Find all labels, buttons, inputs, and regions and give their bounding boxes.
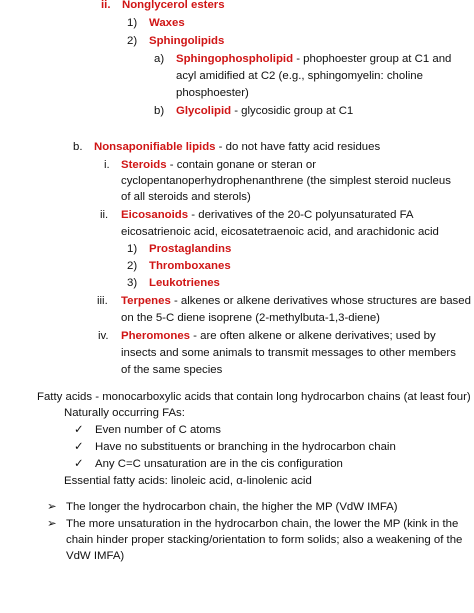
definition-text: insects and some animals to transmit messages to other members — [121, 347, 456, 359]
arrow-point-text: The longer the hydrocarbon chain, the higher the MP (VdW IMFA) — [66, 501, 398, 513]
heading-nonglycerol-esters: Nonglycerol esters — [122, 0, 225, 11]
term-terpenes: Terpenes — [121, 295, 171, 307]
definition-text: - contain gonane or steran or — [166, 159, 317, 171]
definition-text: - phophoester group at C1 and — [293, 53, 452, 65]
outline-marker: 3) — [127, 277, 138, 289]
term-pheromones: Pheromones — [121, 330, 190, 342]
definition-text: eicosatrienoic acid, eicosatetraenoic acid, and arachidonic acid — [121, 226, 439, 238]
definition-text: - do not have fatty acid residues — [215, 141, 381, 153]
outline-marker: i. — [104, 159, 110, 171]
heading-nonsaponifiable-lipids — [94, 140, 380, 155]
definition-text: on the 5-C diene isoprene (2-methylbuta-1,3-diene) — [121, 312, 380, 324]
definition-sphingophospholipid — [176, 52, 451, 67]
arrow-point-text: VdW IMFA) — [66, 550, 125, 562]
outline-marker: a) — [154, 53, 165, 65]
term-glycolipid: Glycolipid — [176, 105, 232, 117]
outline-marker: 2) — [127, 260, 138, 272]
checkmark-icon: ✓ — [74, 441, 84, 453]
term-nonsaponifiable-lipids: Nonsaponifiable lipids — [94, 141, 216, 153]
definition-steroids — [121, 158, 316, 173]
arrow-bullet-icon: ➢ — [47, 518, 57, 530]
outline-marker: b) — [154, 105, 165, 117]
outline-marker: b. — [73, 141, 83, 153]
definition-text: - are often alkene or alkene derivatives; used by — [190, 330, 436, 342]
outline-marker: ii. — [100, 209, 109, 221]
arrow-point-text: chain hinder proper stacking/orientation to form solids; also a weakening of the — [66, 534, 463, 546]
definition-text: acyl amidified at C2 (e.g., sphingomyelin: choline — [176, 70, 423, 82]
term-thromboxanes: Thromboxanes — [149, 260, 231, 272]
checkmark-icon: ✓ — [74, 424, 84, 436]
term-prostaglandins: Prostaglandins — [149, 243, 232, 255]
outline-marker: iv. — [98, 330, 109, 342]
definition-text: of all steroids and sterols) — [121, 191, 251, 203]
definition-text: phosphoester) — [176, 87, 249, 99]
term-sphingophospholipid: Sphingophospholipid — [176, 53, 294, 65]
term-sphingolipids: Sphingolipids — [149, 35, 225, 47]
definition-text: - alkenes or alkene derivatives whose structures are based — [170, 295, 471, 307]
definition-pheromones — [121, 329, 436, 344]
term-steroids: Steroids — [121, 159, 167, 171]
checkmark-icon: ✓ — [74, 458, 84, 470]
outline-marker: 1) — [127, 243, 138, 255]
definition-glycolipid — [176, 104, 353, 119]
essential-fatty-acids: Essential fatty acids: linoleic acid, α-linolenic acid — [64, 475, 312, 487]
definition-terpenes — [121, 294, 471, 309]
term-waxes: Waxes — [149, 17, 185, 29]
definition-text: cyclopentanoperhydrophenanthrene (the simplest steroid nucleus — [121, 175, 451, 187]
term-leukotrienes: Leukotrienes — [149, 277, 220, 289]
checklist-item: Any C=C unsaturation are in the cis configuration — [95, 458, 343, 470]
naturally-occurring-heading: Naturally occurring FAs: — [64, 407, 185, 419]
checklist-item: Have no substituents or branching in the hydrocarbon chain — [95, 441, 396, 453]
term-eicosanoids: Eicosanoids — [121, 209, 189, 221]
outline-marker: iii. — [97, 295, 108, 307]
checklist-item: Even number of C atoms — [95, 424, 221, 436]
definition-eicosanoids — [121, 208, 414, 223]
outline-marker: 2) — [127, 35, 138, 47]
fatty-acids-definition: Fatty acids - monocarboxylic acids that contain long hydrocarbon chains (at least four) — [37, 391, 471, 403]
arrow-point-text: The more unsaturation in the hydrocarbon chain, the lower the MP (kink in the — [66, 518, 459, 530]
outline-marker: 1) — [127, 17, 138, 29]
arrow-bullet-icon: ➢ — [47, 501, 57, 513]
definition-text: - glycosidic group at C1 — [231, 105, 354, 117]
definition-text: of the same species — [121, 364, 223, 376]
outline-marker: ii. — [101, 0, 111, 11]
definition-text: - derivatives of the 20-C polyunsaturated FA — [188, 209, 414, 221]
